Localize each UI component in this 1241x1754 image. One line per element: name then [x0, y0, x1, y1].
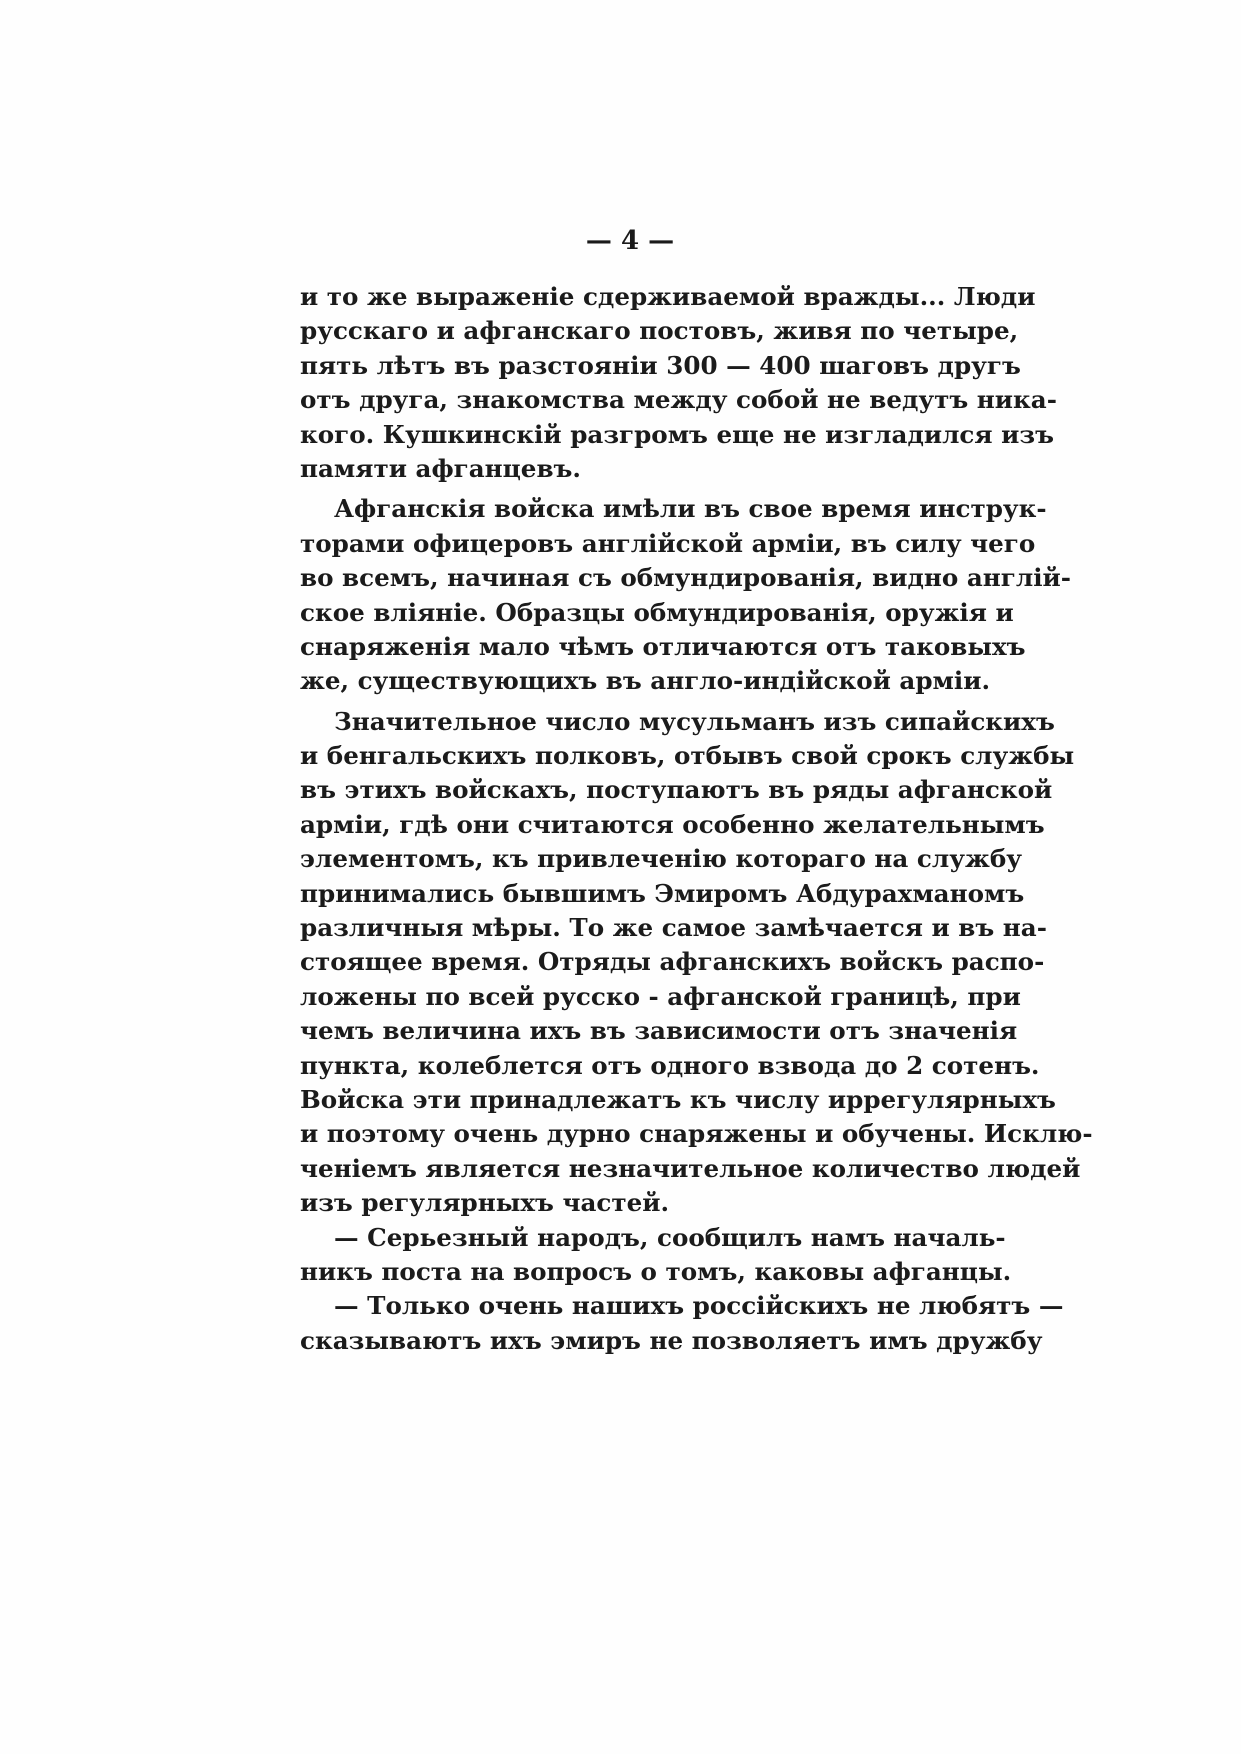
text-line: ложены по всей русско - афганской границѣ, при: [300, 981, 1021, 1011]
text-line: Войска эти принадлежатъ къ числу иррегулярныхъ: [300, 1084, 1056, 1114]
text-line: и поэтому очень дурно снаряжены и обучены. Исклю-: [300, 1119, 1093, 1149]
text-line: и бенгальскихъ полковъ, отбывъ свой срокъ службы: [300, 741, 1075, 771]
text-line: русскаго и афганскаго постовъ, живя по четыре,: [300, 316, 1019, 346]
text-line: принимались бывшимъ Эмиромъ Абдурахманомъ: [300, 878, 1025, 908]
text-line: и то же выраженіе сдерживаемой вражды... Люди: [300, 282, 1036, 311]
text-line: ское вліяніе. Образцы обмундированія, оружія и: [300, 597, 1014, 627]
text-line: торами офицеровъ англійской арміи, въ силу чего: [300, 528, 1036, 558]
text-line: памяти афганцевъ.: [300, 453, 581, 483]
text-line: арміи, гдѣ они считаются особенно желательнымъ: [300, 809, 1045, 839]
text-line: кого. Кушкинскій разгромъ еще не изгладился изъ: [300, 419, 1054, 449]
text-line: Значительное число мусульманъ изъ сипайскихъ: [334, 706, 1055, 736]
text-line: отъ друга, знакомства между собой не ведутъ ника-: [300, 385, 1057, 415]
text-line: изъ регулярныхъ частей.: [300, 1188, 670, 1218]
text-line: элементомъ, къ привлеченію котораго на службу: [300, 844, 1022, 874]
text-line: сказываютъ ихъ эмиръ не позволяетъ имъ дружбу: [300, 1325, 1043, 1355]
text-line: ченіемъ является незначительное количество людей: [300, 1153, 1081, 1183]
text-line: стоящее время. Отряды афганскихъ войскъ распо-: [300, 947, 1045, 977]
text-line: во всемъ, начиная съ обмундированія, видно англій-: [300, 563, 1072, 593]
page-number: — 4 —: [585, 226, 675, 256]
text-line: различныя мѣры. То же самое замѣчается и въ на-: [300, 913, 1047, 943]
text-line: никъ поста на вопросъ о томъ, каковы афганцы.: [300, 1256, 1012, 1286]
text-line: въ этихъ войскахъ, поступаютъ въ ряды афганской: [300, 775, 1053, 805]
text-line: — Серьезный народъ, сообщилъ намъ началь-: [334, 1222, 1006, 1252]
text-line: пять лѣтъ въ разстояніи 300 — 400 шаговъ другъ: [300, 350, 1021, 380]
body-text: [300, 280, 1093, 1358]
text-line: — Только очень нашихъ россійскихъ не любятъ —: [334, 1291, 1064, 1321]
text-line: чемъ величина ихъ въ зависимости отъ значенія: [300, 1016, 1018, 1046]
text-line: пункта, колеблется отъ одного взвода до 2 сотенъ.: [300, 1050, 1040, 1080]
text-line: Афганскія войска имѣли въ свое время инструк-: [334, 494, 1047, 524]
text-line: снаряженія мало чѣмъ отличаются отъ таковыхъ: [300, 631, 1026, 661]
text-line: же, существующихъ въ англо-индійской арміи.: [300, 666, 991, 696]
